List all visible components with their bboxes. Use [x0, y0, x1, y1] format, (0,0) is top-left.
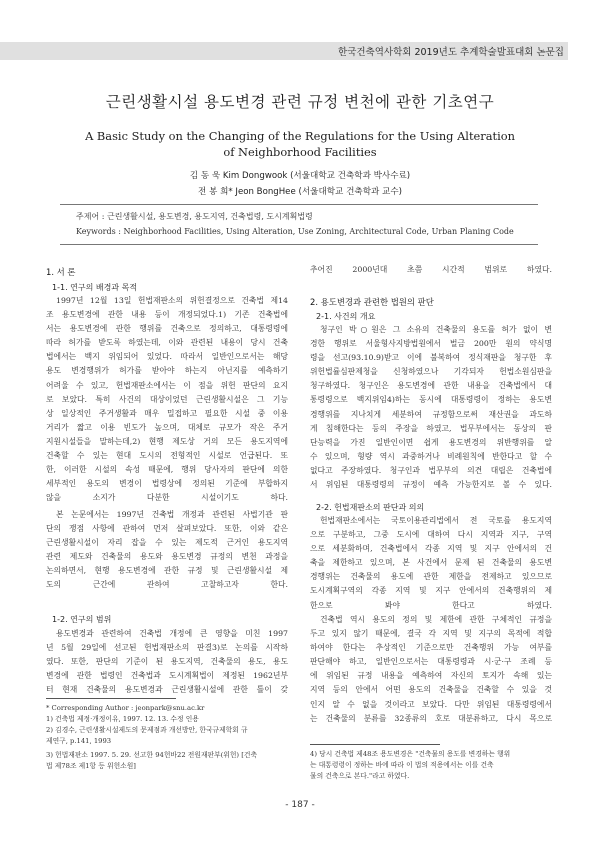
keywords-english: Keywords : Neighborhood Facilities, Using Alteration, Use Zoning, Architectural Code, Urban Planing Code [76, 227, 514, 236]
text-line: 경행위를 지나치게 세분하여 규정함으로써 재산권을 과도하 [310, 409, 552, 419]
text-line: 본 논문에서는 1997년 건축법 개정과 관련된 사법기관 판 [56, 510, 288, 519]
keywords-bottom-rule [60, 244, 538, 245]
paragraph-judgment-continued [310, 613, 552, 726]
text-line: 하여야 한다는 추상적인 기준으로만 건축행위 가능 여부를 [310, 643, 552, 653]
text-line: 축을 제한하고 있으며, 본 사건에서 문제 된 건축물의 용도변 [310, 558, 552, 568]
text-line: 건축법 역시 용도의 정의 및 제한에 관한 구체적인 규정을 [320, 615, 552, 624]
text-line: 변경에 관한 법령인 건축법과 도시계획법이 제정된 1962년부 [46, 671, 288, 681]
english-title [0, 128, 600, 160]
text-line: 으로 세분화하며, 건축법에서 각종 지역 및 지구 안에서의 건 [310, 544, 552, 554]
footnote-rule [46, 698, 176, 699]
text-line: 위헌법률심판제청을 신청하였으나 기각되자 헌법소원심판을 [310, 367, 552, 377]
text-line: 관련 제도와 건축물의 용도와 용도변경 규정의 변천 과정을 [46, 552, 288, 562]
text-line: 거리가 짧고 이용 빈도가 높으며, 대체로 규모가 작은 주거 [46, 422, 288, 432]
paragraph-judgment [310, 514, 552, 613]
text-line: 도시계획구역의 각종 지역 및 지구 안에서의 건축행위의 제 [310, 586, 552, 596]
footnote-line: 2) 김경수, 근린생활시설제도의 문제점과 개선방안, 한국규제학회 규 [46, 726, 248, 734]
text-line: 따라 허가를 받도록 하였는데, 이와 관련된 내용이 당시 건축 [46, 338, 288, 348]
author-line: 전 봉 희* Jeon BongHee (서울대학교 건축학과 교수) [198, 187, 402, 197]
text-line: 지역 등의 안에서 어떤 용도의 건축물을 건축할 수 있을 것 [310, 685, 552, 695]
footnote-line: 4) 당시 건축법 제48조 용도변경은 "건축물의 용도를 변경하는 행위 [310, 750, 511, 758]
text-line: 용도 변경행위가 허가를 받아야 하는지 아닌지를 예측하기 [46, 366, 288, 376]
text-line: 였다. 또한, 판단의 기준이 된 용도지역, 건축물의 용도, 용도 [46, 657, 288, 667]
footnote-line: 제연구, p.141, 1993 [46, 737, 112, 745]
text-line: 법에서는 백지 위임되어 있었다. 따라서 일반인으로서는 해당 [46, 352, 288, 362]
paragraph-scope [46, 627, 288, 697]
text-line: 도의 근간에 관하여 고찰하고자 한다. [46, 580, 288, 590]
author-line: 김 동 욱 Kim Dongwook (서울대학교 건축학과 박사수료) [189, 171, 411, 181]
running-header: 한국건축역사학회 2019년도 추계학술발표대회 논문집 [338, 47, 564, 58]
subsection-heading-scope: 1-2. 연구의 범위 [52, 615, 112, 624]
text-line: 는 건축물의 분류를 32종류의 호로 대분류하고, 다시 목으로 [310, 713, 552, 723]
text-line: 서는 용도변경에 관한 행위를 건축으로 정의하고, 대통령령에 [46, 324, 288, 334]
footnote-rule [310, 744, 440, 745]
text-line: 한으로 봐야 한다고 하였다. [310, 600, 552, 610]
text-line: 청구하였다. 청구인은 용도변경에 관한 내용을 건축법에서 대 [310, 381, 552, 391]
english-title-line: of Neighborhood Facilities [223, 145, 377, 159]
text-line: 로 보았다. 특히 사건의 대상이었던 근린생활시설은 그 기능 [46, 394, 288, 404]
keywords-korean: 주제어 : 근린생활시설, 용도변경, 용도지역, 건축법령, 도시계획법령 [76, 212, 313, 221]
text-line: 근린생활시설이 자리 잡을 수 있는 제도적 근거인 용도지역 [46, 538, 288, 548]
text-line: 에 위임된 규정 내용을 예측하여 자신의 토지가 속해 있는 [310, 671, 552, 681]
text-line: 령을 선고(93.10.9)받고 이에 불복하여 정식재판을 청구한 후 [310, 353, 552, 363]
text-line: 인지 알 수 없을 것이라고 보았다. 다만 위임된 대통령령에서 [310, 699, 552, 709]
paragraph-case [310, 323, 552, 492]
korean-title: 근린생활시설 용도변경 관련 규정 변천에 관한 기초연구 [105, 93, 495, 111]
text-line: 헌법재판소에서는 국토이용관리법에서 전 국토를 용도지역 [320, 516, 552, 525]
text-line: 게 침해한다는 등의 주장을 하였고, 법무부에서는 동상의 판 [310, 423, 552, 433]
text-line: 경한 행위로 서울형사지방법원에서 벌금 200만 원의 약식명 [310, 339, 552, 349]
english-title-line: A Basic Study on the Changing of the Regulations for the Using Alteration [85, 129, 515, 143]
text-line: 세부적인 용도의 변경이 법령상에 정의된 기준에 부합하지 [46, 479, 288, 489]
text-line: 추어진 2000년대 초쯤 시간적 범위로 하였다. [310, 265, 552, 274]
text-line: 수 있으며, 형량 역시 과중하거나 비례원칙에 반한다고 할 수 [310, 451, 552, 461]
footnote-line: 물의 건축으로 본다."라고 하였다. [310, 772, 410, 780]
text-line: 논의하면서, 현행 용도변경에 관한 규정 및 근린생활시설 제 [46, 566, 288, 576]
text-line: 통령령으로 백지위임4)하는 동시에 대통령령이 정하는 용도변 [310, 395, 552, 405]
text-line: 두고 있지 않기 때문에, 결국 각 지역 및 지구의 목적에 적합 [310, 629, 552, 639]
paragraph-aim [46, 508, 288, 593]
text-line: 1997년 12월 13일 헌법재판소의 위헌결정으로 건축법 제14 [56, 296, 288, 305]
text-line: 않을 소지가 다분한 시설이기도 하다. [46, 493, 288, 503]
subsection-heading-judgment: 2-2. 헌법재판소의 판단과 의의 [316, 503, 425, 512]
footnote-line: 법 제78조 제1항 등 위헌소원] [46, 762, 136, 770]
text-line: 건축할 수 있는 현대 도시의 전형적인 시설로 언급된다. 또 [46, 451, 288, 461]
text-line: 없다고 주장하였다. 청구인과 법무부의 의견 대립은 건축법에 [310, 465, 552, 475]
text-line: 터 현재 건축물의 용도변경과 근린생활시설에 관한 틀이 갖 [46, 685, 288, 695]
text-line: 조 용도변경에 관한 내용 등이 개정되었다.1) 기존 건축법에 [46, 310, 288, 320]
footnote-line: 3) 헌법재판소 1997. 5. 29. 선고한 94헌바22 전원재판부(위헌) [건축 [46, 751, 258, 759]
section-heading-court: 2. 용도변경과 관련한 법원의 판단 [310, 297, 434, 307]
footnote-line: * Corresponding Author : jeonpark@snu.ac.kr [46, 704, 205, 712]
keywords-top-rule [60, 204, 538, 205]
text-line: 용도변경과 관련하여 건축법 개정에 큰 영향을 미친 1997 [56, 629, 288, 638]
text-line: 상 일상적인 주거생활과 매우 밀접하고 필요한 시설 중 이용 [46, 408, 288, 418]
text-line: 판단해야 하고, 일반인으로서는 대통령령과 시·군·구 조례 등 [310, 657, 552, 667]
text-line: 경행위는 건축물의 용도에 관한 제한을 전제하고 있으므로 [310, 572, 552, 582]
paragraph-scope-continued [310, 263, 552, 277]
author-block [0, 168, 600, 200]
footnote-line: 는 대통령령이 정하는 바에 따라 이 법의 적용에서는 이를 건축 [310, 761, 494, 769]
text-line: 단능력을 가진 일반인이면 쉽게 용도변경의 위반행위를 알 [310, 437, 552, 447]
text-line: 어려울 수 있고, 헌법재판소에서는 이 점을 위헌 판단의 요지 [46, 380, 288, 390]
footnote-line: 1) 건축법 제정·개정이유, 1997. 12. 13. 수정 인용 [46, 715, 199, 723]
text-line: 서 위임된 대통령령의 규정이 예측 가능한지로 볼 수 있다. [310, 480, 552, 490]
paragraph-background [46, 294, 288, 505]
subsection-heading-background: 1-1. 연구의 배경과 목적 [52, 283, 138, 292]
page-number: - 187 - [285, 800, 315, 810]
text-line: 한, 이러한 시설의 속성 때문에, 행위 당사자의 판단에 의한 [46, 465, 288, 475]
text-line: 단의 쟁점 사항에 관하여 먼저 살펴보았다. 또한, 이와 같은 [46, 524, 288, 534]
text-line: 으로 구분하고, 그중 도시에 대하여 다시 지역과 지구, 구역 [310, 530, 552, 540]
text-line: 청구인 박○원은 그 소유의 건축물의 용도를 허가 없이 변 [320, 325, 552, 334]
text-line: 년 5월 29일에 선고된 헌법재판소의 판결3)로 논의를 시작하 [46, 643, 288, 653]
subsection-heading-case: 2-1. 사건의 개요 [316, 312, 376, 321]
text-line: 지원시설들을 말하는데,2) 현행 제도상 거의 모든 용도지역에 [46, 436, 288, 446]
section-heading-introduction: 1. 서 론 [46, 267, 76, 277]
